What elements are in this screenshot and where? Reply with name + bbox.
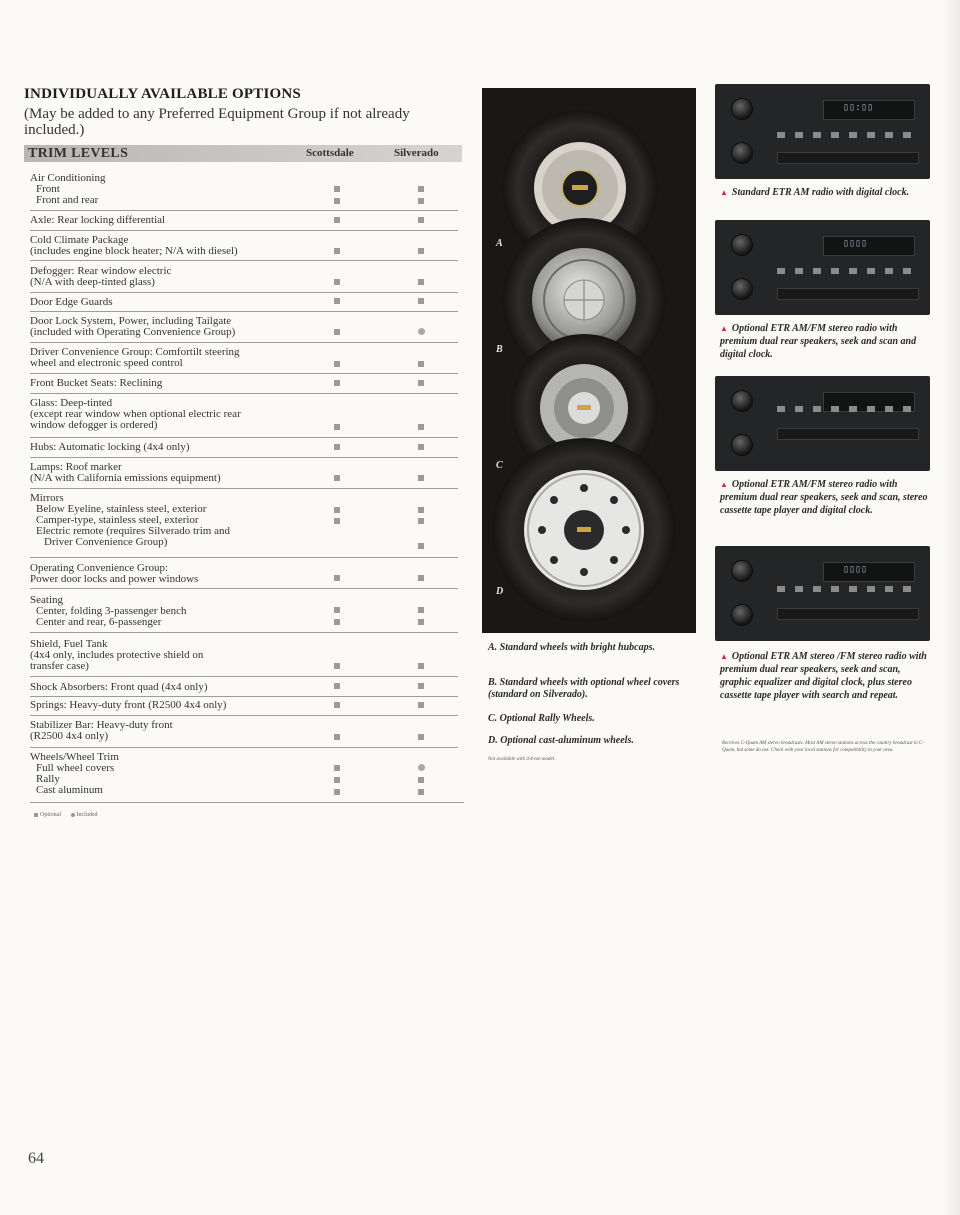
row-divider: [30, 715, 458, 716]
legend-included: Included: [76, 812, 98, 818]
radio-panel: [777, 288, 919, 300]
option-row: [30, 316, 270, 338]
option-label: Lamps: Roof marker: [30, 461, 122, 473]
knob-icon: [731, 390, 753, 412]
knob-icon: [731, 142, 753, 164]
radio-display: [823, 562, 915, 582]
radio-caption-3: [720, 478, 932, 517]
wheel-caption-c: C. Optional Rally Wheels.: [488, 713, 595, 724]
option-label: Defogger: Rear window electric: [30, 265, 172, 277]
optional-marker: [334, 619, 340, 625]
legend-optional: Optional: [40, 812, 61, 818]
row-divider: [30, 696, 458, 697]
option-row: [30, 347, 270, 369]
page-subtitle: (May be added to any Preferred Equipment Group if not already included.): [24, 106, 410, 138]
optional-marker: [334, 507, 340, 513]
optional-marker: [334, 765, 340, 771]
radio-panel: [777, 152, 919, 164]
option-label: Driver Convenience Group: Comfortilt steering: [30, 346, 240, 358]
radio-image-3: [715, 376, 930, 471]
knob-icon: [731, 278, 753, 300]
option-sub: Full wheel covers: [36, 762, 115, 774]
option-label: Seating: [30, 594, 63, 606]
option-label: Stabilizer Bar: Heavy-duty front: [30, 719, 173, 731]
option-label: Springs: Heavy-duty front (R2500 4x4 only): [30, 699, 227, 711]
row-divider: [30, 457, 458, 458]
radio-caption-text: Optional ETR AM/FM stereo radio with premium dual rear speakers, seek and scan, stereo cassette tape player and digital clock.: [720, 479, 928, 516]
optional-legend-marker: [34, 813, 38, 817]
option-row: [30, 682, 270, 693]
option-label: Wheels/Wheel Trim: [30, 751, 119, 763]
optional-marker: [334, 575, 340, 581]
radio-display: [823, 236, 915, 256]
section-title: TRIM LEVELS: [28, 146, 129, 161]
option-sub: Center and rear, 6-passenger: [36, 616, 162, 628]
clock-digits: ▯▯:▯▯: [843, 102, 874, 113]
row-divider: [30, 373, 458, 374]
optional-marker: [334, 248, 340, 254]
wheel-label-a: A: [496, 238, 503, 249]
option-row: [30, 266, 270, 288]
row-divider: [30, 260, 458, 261]
optional-marker: [418, 361, 424, 367]
optional-marker: [418, 734, 424, 740]
column-header-silverado: Silverado: [394, 147, 439, 159]
option-row: [30, 700, 270, 711]
row-divider: [30, 292, 458, 293]
radio-footnote: Receives C-Quam AM stereo broadcasts. Most AM stereo stations across the country broadcast in C-Quam, but some do not. Check with your local stations for compatibility in your area.: [722, 741, 925, 753]
optional-marker: [418, 444, 424, 450]
option-sub: Below Eyeline, stainless steel, exterior: [36, 503, 207, 515]
wheel-label-d: D: [496, 586, 504, 597]
option-row: [30, 563, 270, 585]
option-sub: (N/A with California emissions equipment): [30, 472, 221, 484]
cassette-slot: [777, 428, 919, 440]
included-marker: [418, 328, 425, 335]
option-row: [30, 297, 270, 308]
optional-marker: [334, 329, 340, 335]
row-divider: [30, 311, 458, 312]
table-legend: [34, 812, 98, 818]
triangle-icon: ▲: [720, 652, 728, 661]
optional-marker: [334, 518, 340, 524]
radio-image-1: [715, 84, 930, 179]
option-row: [30, 493, 280, 548]
wheel-label-b: B: [496, 344, 503, 355]
option-sub: Camper-type, stainless steel, exterior: [36, 514, 199, 526]
knob-icon: [731, 604, 753, 626]
included-marker: [418, 764, 425, 771]
radio-caption-text: Optional ETR AM/FM stereo radio with premium dual rear speakers, seek and scan and digital clock.: [720, 323, 917, 360]
option-row: [30, 462, 270, 484]
radio-caption-2: [720, 322, 932, 361]
wheel-caption-d: D. Optional cast-aluminum wheels.: [488, 735, 634, 746]
trim-levels-header: [24, 145, 462, 162]
option-sub: transfer case): [30, 660, 89, 672]
row-divider: [30, 676, 458, 677]
row-divider: [30, 802, 464, 803]
option-label: Shield, Fuel Tank: [30, 638, 108, 650]
option-sub: (N/A with deep-tinted glass): [30, 276, 155, 288]
optional-marker: [334, 361, 340, 367]
optional-marker: [418, 186, 424, 192]
optional-marker: [418, 380, 424, 386]
optional-marker: [418, 279, 424, 285]
optional-marker: [418, 248, 424, 254]
cassette-slot: [777, 608, 919, 620]
optional-marker: [418, 198, 424, 204]
option-label: Axle: Rear locking differential: [30, 214, 166, 226]
preset-buttons: [777, 132, 917, 138]
wheels-photo: [482, 88, 696, 633]
option-row: [30, 378, 270, 389]
radio-caption-1: [720, 186, 932, 199]
option-sub: Electric remote (requires Silverado trim and: [36, 525, 230, 537]
row-divider: [30, 342, 458, 343]
page-title: INDIVIDUALLY AVAILABLE OPTIONS: [24, 86, 301, 102]
triangle-icon: ▲: [720, 188, 728, 197]
optional-marker: [334, 298, 340, 304]
option-row: [30, 173, 270, 206]
option-sub: (except rear window when optional electric rear: [30, 408, 241, 420]
radio-caption-4: [720, 650, 932, 702]
radio-image-4: [715, 546, 930, 641]
optional-marker: [418, 575, 424, 581]
clock-digits: ▯▯▯▯: [843, 564, 868, 575]
option-sub: (includes engine block heater; N/A with diesel): [30, 245, 238, 257]
row-divider: [30, 588, 458, 589]
page-edge-shadow: [942, 0, 960, 1215]
option-sub: Cast aluminum: [36, 784, 103, 796]
option-sub: Front: [36, 183, 60, 195]
equalizer-sliders: [777, 586, 917, 592]
optional-marker: [418, 217, 424, 223]
row-divider: [30, 393, 458, 394]
page-number: 64: [28, 1150, 44, 1167]
option-row: [30, 398, 270, 431]
option-row: [30, 215, 270, 226]
optional-marker: [334, 217, 340, 223]
option-row: [30, 720, 270, 742]
optional-marker: [418, 543, 424, 549]
radio-caption-text: Standard ETR AM radio with digital clock.: [731, 187, 910, 198]
row-divider: [30, 230, 458, 231]
radio-image-2: [715, 220, 930, 315]
optional-marker: [334, 444, 340, 450]
optional-marker: [418, 507, 424, 513]
knob-icon: [731, 560, 753, 582]
optional-marker: [334, 380, 340, 386]
triangle-icon: ▲: [720, 480, 728, 489]
option-sub: window defogger is ordered): [30, 419, 158, 431]
optional-marker: [418, 789, 424, 795]
optional-marker: [418, 298, 424, 304]
row-divider: [30, 632, 458, 633]
optional-marker: [334, 424, 340, 430]
wheel-caption-a: A. Standard wheels with bright hubcaps.: [488, 642, 655, 653]
row-divider: [30, 557, 458, 558]
option-sub: Power door locks and power windows: [30, 573, 199, 585]
option-label: Front Bucket Seats: Reclining: [30, 377, 163, 389]
option-label: Door Edge Guards: [30, 296, 113, 308]
option-label: Cold Climate Package: [30, 234, 129, 246]
option-row: [30, 639, 270, 672]
option-label: Glass: Deep-tinted: [30, 397, 113, 409]
wheel-caption-b: B. Standard wheels with optional wheel covers (standard on Silverado).: [488, 677, 680, 700]
option-label: Door Lock System, Power, including Tailgate: [30, 315, 232, 327]
preset-buttons: [777, 268, 917, 274]
option-label: Air Conditioning: [30, 172, 106, 184]
option-sub: Rally: [36, 773, 60, 785]
option-sub: (included with Operating Convenience Group): [30, 326, 236, 338]
optional-marker: [418, 607, 424, 613]
option-sub: Center, folding 3-passenger bench: [36, 605, 187, 617]
option-row: [30, 442, 270, 453]
option-row: [30, 235, 270, 257]
optional-marker: [334, 279, 340, 285]
optional-marker: [418, 424, 424, 430]
wheel-d: [492, 438, 676, 622]
optional-marker: [334, 663, 340, 669]
optional-marker: [334, 198, 340, 204]
knob-icon: [731, 434, 753, 456]
optional-marker: [418, 518, 424, 524]
triangle-icon: ▲: [720, 324, 728, 333]
option-row: [30, 752, 270, 796]
optional-marker: [334, 607, 340, 613]
option-label: Hubs: Automatic locking (4x4 only): [30, 441, 190, 453]
optional-marker: [418, 663, 424, 669]
wheels-illustration: [482, 88, 696, 633]
row-divider: [30, 437, 458, 438]
optional-marker: [418, 475, 424, 481]
optional-marker: [418, 702, 424, 708]
option-sub: Driver Convenience Group): [44, 536, 168, 548]
knob-icon: [731, 98, 753, 120]
optional-marker: [334, 789, 340, 795]
option-sub: (4x4 only, includes protective shield on: [30, 649, 204, 661]
option-row: [30, 595, 270, 628]
knob-icon: [731, 234, 753, 256]
optional-marker: [334, 702, 340, 708]
option-label: Shock Absorbers: Front quad (4x4 only): [30, 681, 208, 693]
clock-digits: ▯▯▯▯: [843, 238, 868, 249]
preset-buttons: [777, 406, 917, 412]
row-divider: [30, 210, 458, 211]
column-header-scottsdale: Scottsdale: [306, 147, 354, 159]
wheel-label-c: C: [496, 460, 503, 471]
optional-marker: [418, 777, 424, 783]
row-divider: [30, 488, 458, 489]
optional-marker: [334, 777, 340, 783]
option-label: Mirrors: [30, 492, 64, 504]
option-sub: wheel and electronic speed control: [30, 357, 183, 369]
optional-marker: [418, 683, 424, 689]
optional-marker: [418, 619, 424, 625]
option-label: Operating Convenience Group:: [30, 562, 169, 574]
option-sub: Front and rear: [36, 194, 99, 206]
option-sub: (R2500 4x4 only): [30, 730, 109, 742]
wheel-footnote: Not available with 3/4-ton model.: [488, 757, 556, 762]
optional-marker: [334, 475, 340, 481]
radio-caption-text: Optional ETR AM stereo /FM stereo radio with premium dual rear speakers, seek and scan, graphic equalizer and digital clock, plus stereo cassette tape player with search and repeat.: [720, 651, 927, 701]
row-divider: [30, 747, 458, 748]
optional-marker: [334, 734, 340, 740]
optional-marker: [334, 683, 340, 689]
optional-marker: [334, 186, 340, 192]
included-legend-marker: [71, 813, 75, 817]
